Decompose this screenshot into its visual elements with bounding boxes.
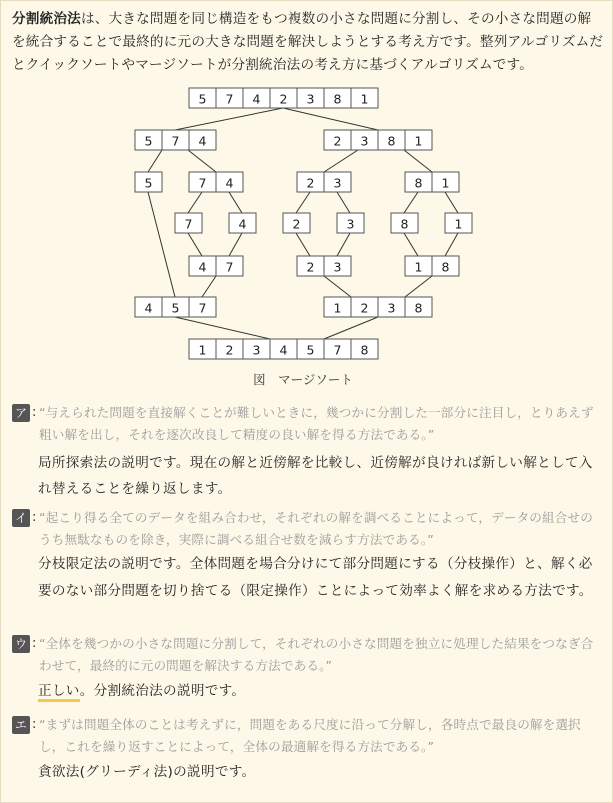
sort-cell-value: 4: [238, 216, 247, 232]
sort-cell: [297, 256, 324, 276]
sort-cell: [243, 339, 270, 359]
sort-cell: [405, 297, 432, 317]
sort-cell-value: 1: [333, 300, 342, 316]
sort-cell: [189, 256, 216, 276]
sort-cell: [216, 172, 243, 192]
sort-cell-value: 2: [333, 133, 342, 149]
sort-cell-value: 5: [198, 91, 207, 107]
diagram-edge: [337, 233, 350, 256]
diagram-edge: [445, 233, 458, 256]
sort-cell: [162, 130, 189, 150]
sort-cell-value: 7: [184, 216, 193, 232]
choice-i-badge: イ: [12, 509, 30, 527]
sort-cell-value: 4: [279, 342, 288, 358]
sort-cell: [324, 130, 351, 150]
choice-e-quote: “まずは問題全体のことは考えずに，問題をある尺度に沿って分解し，各時点で最良の解を選択し，これを繰り返すことによって，全体の最適解を得る方法である。”: [39, 717, 581, 754]
sort-cell-value: 7: [333, 342, 342, 358]
choice-i-answer: [38, 551, 604, 605]
sort-cell-value: 1: [360, 91, 369, 107]
sort-cell: [135, 130, 162, 150]
choice-a-quote: “与えられた問題を直接解くことが難しいときに，幾つかに分割した一部分に注目し，とりあえず粗い解を出し，それを逐次改良して精度の良い解を得る方法である。”: [39, 405, 594, 442]
sort-cell: [189, 172, 216, 192]
choice-u-answer-text: 。分割統治法の説明です。: [79, 683, 246, 699]
sort-cell: [378, 297, 405, 317]
diagram-cells: [135, 88, 472, 359]
intro-text: は、大きな問題を同じ構造をもつ複数の小さな問題に分割し、その小さな問題の解を統合することで最終的に元の大きな問題を解決しようとする考え方です。整列アルゴリズムだとクイックソートやマージソートが分割統治法の考え方に基づくアルゴリズムです。: [12, 11, 604, 73]
choice-u: ウ : “全体を幾つかの小さな問題に分割して，それぞれの小さな問題を独立に処理した結果をつなぎ合わせて，最終的に元の問題を解決する方法である。” 正しい。分割統治法の説明です。: [12, 633, 604, 705]
choice-a: ア : “与えられた問題を直接解くことが難しいときに，幾つかに分割した一部分に注目し，とりあえず粗い解を出し，それを逐次改良して精度の良い解を得る方法である。” 局所探索法の説明です。現在の解と近傍解を比較し、近傍解が良ければ新しい解として入れ替えることを繰り返します。: [12, 402, 604, 498]
sort-cell: [324, 339, 351, 359]
intro-term: 分割統治法: [12, 11, 81, 27]
sort-cell: [391, 213, 418, 233]
sort-cell-value: 1: [441, 175, 450, 191]
sort-cell-value: 2: [306, 175, 315, 191]
sort-cell: [297, 339, 324, 359]
diagram-edge: [229, 192, 242, 213]
sort-cell: [432, 256, 459, 276]
sort-cell: [405, 130, 432, 150]
sort-cell: [216, 88, 243, 108]
sort-cell-value: 3: [360, 133, 369, 149]
sort-cell-value: 7: [171, 133, 180, 149]
sort-cell-value: 8: [400, 216, 409, 232]
sort-cell-value: 2: [306, 259, 315, 275]
intro-paragraph: [12, 8, 604, 77]
sort-cell-value: 2: [360, 300, 369, 316]
sort-cell-value: 2: [225, 342, 234, 358]
sort-cell-value: 5: [144, 175, 153, 191]
diagram-edge: [283, 108, 378, 130]
sort-cell-value: 8: [360, 342, 369, 358]
sort-cell: [229, 213, 256, 233]
sort-cell: [189, 339, 216, 359]
diagram-edge: [202, 276, 216, 297]
diagram-edge: [188, 192, 202, 213]
sort-cell-value: 5: [144, 133, 153, 149]
choice-a-answer-text: 局所探索法の説明です。現在の解と近傍解を比較し、近傍解が良ければ新しい解として入れ替えることを繰り返します。: [38, 455, 593, 497]
sort-cell: [270, 88, 297, 108]
diagram-edge: [175, 317, 270, 339]
sort-cell-value: 7: [225, 91, 234, 107]
sort-cell-value: 3: [333, 259, 342, 275]
sort-cell-value: 1: [454, 216, 463, 232]
sort-cell: [297, 88, 324, 108]
diagram-edge: [148, 192, 175, 297]
choice-i-quote: “起こり得る全てのデータを組み合わせ，それぞれの解を調べることによって，データの組合せのうち無駄なものを除き，実際に調べる組合せ数を減らす方法である。”: [39, 510, 594, 547]
diagram-edge: [188, 150, 216, 172]
diagram-edge: [296, 233, 310, 256]
sort-cell: [135, 172, 162, 192]
sort-cell-value: 3: [333, 175, 342, 191]
sort-cell-value: 8: [387, 133, 396, 149]
sort-cell: [175, 213, 202, 233]
sort-cell: [351, 297, 378, 317]
sort-cell: [351, 88, 378, 108]
sort-cell-value: 3: [387, 300, 396, 316]
diagram-edge: [404, 192, 418, 213]
sort-cell: [405, 256, 432, 276]
sort-cell: [216, 339, 243, 359]
choice-u-badge: ウ: [12, 635, 30, 653]
sort-cell-value: 3: [346, 216, 355, 232]
sort-cell-value: 4: [198, 259, 207, 275]
sort-cell: [216, 256, 243, 276]
diagram-edge: [445, 192, 458, 213]
sort-cell-value: 8: [414, 300, 423, 316]
sort-cell: [162, 297, 189, 317]
sort-cell-value: 3: [252, 342, 261, 358]
sort-cell: [324, 172, 351, 192]
diagram-edge: [337, 192, 350, 213]
choice-e-badge: エ: [12, 716, 30, 734]
choice-e-answer: [38, 759, 604, 785]
sort-cell-value: 7: [198, 175, 207, 191]
sort-cell-value: 2: [279, 91, 288, 107]
sort-cell-value: 8: [414, 175, 423, 191]
diagram-edge: [404, 150, 432, 172]
diagram-caption: 図 マージソート: [253, 372, 353, 387]
sort-cell: [432, 172, 459, 192]
sort-cell: [378, 130, 405, 150]
sort-cell-value: 2: [292, 216, 301, 232]
sort-cell-value: 4: [252, 91, 261, 107]
sort-cell: [445, 213, 472, 233]
sort-cell-value: 7: [225, 259, 234, 275]
sort-cell: [270, 339, 297, 359]
choice-i: イ : “起こり得る全てのデータを組み合わせ，それぞれの解を調べることによって，データの組合せのうち無駄なものを除き，実際に調べる組合せ数を減らす方法である。” 分枝限定法の説明です。全体問題を場合分けにて部分問題にする（分枝操作）と、解く必要のない部分問題を切り捨てる（限定操作）ことによって効率よく解を求める方法です。: [12, 507, 604, 627]
sort-cell-value: 8: [441, 259, 450, 275]
diagram-edge: [175, 108, 283, 130]
sort-cell-value: 4: [198, 133, 207, 149]
choice-u-answer: [38, 678, 604, 704]
sort-cell: [324, 88, 351, 108]
sort-cell-value: 8: [333, 91, 342, 107]
sort-cell-value: 5: [171, 300, 180, 316]
merge-sort-diagram: [0, 80, 613, 398]
diagram-edge: [296, 192, 310, 213]
choice-i-answer-text: 分枝限定法の説明です。全体問題を場合分けにて部分問題にする（分枝操作）と、解く必要のない部分問題を切り捨てる（限定操作）ことによって効率よく解を求める方法です。: [38, 556, 593, 599]
sort-cell: [297, 172, 324, 192]
diagram-edge: [405, 276, 432, 297]
choice-e: エ : “まずは問題全体のことは考えずに，問題をある尺度に沿って分解し，各時点で最良の解を選択し，これを繰り返すことによって，全体の最適解を得る方法である。” 貪欲法(グリーディ法)の説明です。: [12, 714, 604, 786]
sort-cell-value: 3: [306, 91, 315, 107]
sort-cell-value: 4: [144, 300, 153, 316]
correct-label: 正しい: [38, 683, 80, 702]
sort-cell: [324, 256, 351, 276]
sort-cell-value: 1: [414, 259, 423, 275]
sort-cell: [351, 130, 378, 150]
choice-u-quote: “全体を幾つかの小さな問題に分割して，それぞれの小さな問題を独立に処理した結果をつなぎ合わせて，最終的に元の問題を解決する方法である。”: [39, 636, 594, 673]
diagram-edge: [188, 233, 202, 256]
sort-cell-value: 7: [198, 300, 207, 316]
sort-cell-value: 4: [225, 175, 234, 191]
diagram-edge: [148, 150, 162, 172]
sort-cell: [283, 213, 310, 233]
choice-e-answer-text: 貪欲法(グリーディ法)の説明です。: [38, 764, 256, 780]
sort-cell: [189, 130, 216, 150]
sort-cell: [351, 339, 378, 359]
sort-cell: [405, 172, 432, 192]
diagram-edge: [404, 233, 418, 256]
sort-cell: [243, 88, 270, 108]
sort-cell-value: 1: [414, 133, 423, 149]
sort-cell: [189, 297, 216, 317]
diagram-edge: [324, 276, 351, 297]
sort-cell: [189, 88, 216, 108]
sort-cell: [337, 213, 364, 233]
diagram-edge: [229, 233, 242, 256]
choice-a-answer: [38, 450, 604, 502]
sort-cell-value: 5: [306, 342, 315, 358]
choice-a-badge: ア: [12, 404, 30, 422]
diagram-edge: [324, 317, 378, 339]
sort-cell: [324, 297, 351, 317]
sort-cell: [135, 297, 162, 317]
sort-cell-value: 1: [198, 342, 207, 358]
diagram-edge: [324, 150, 358, 172]
